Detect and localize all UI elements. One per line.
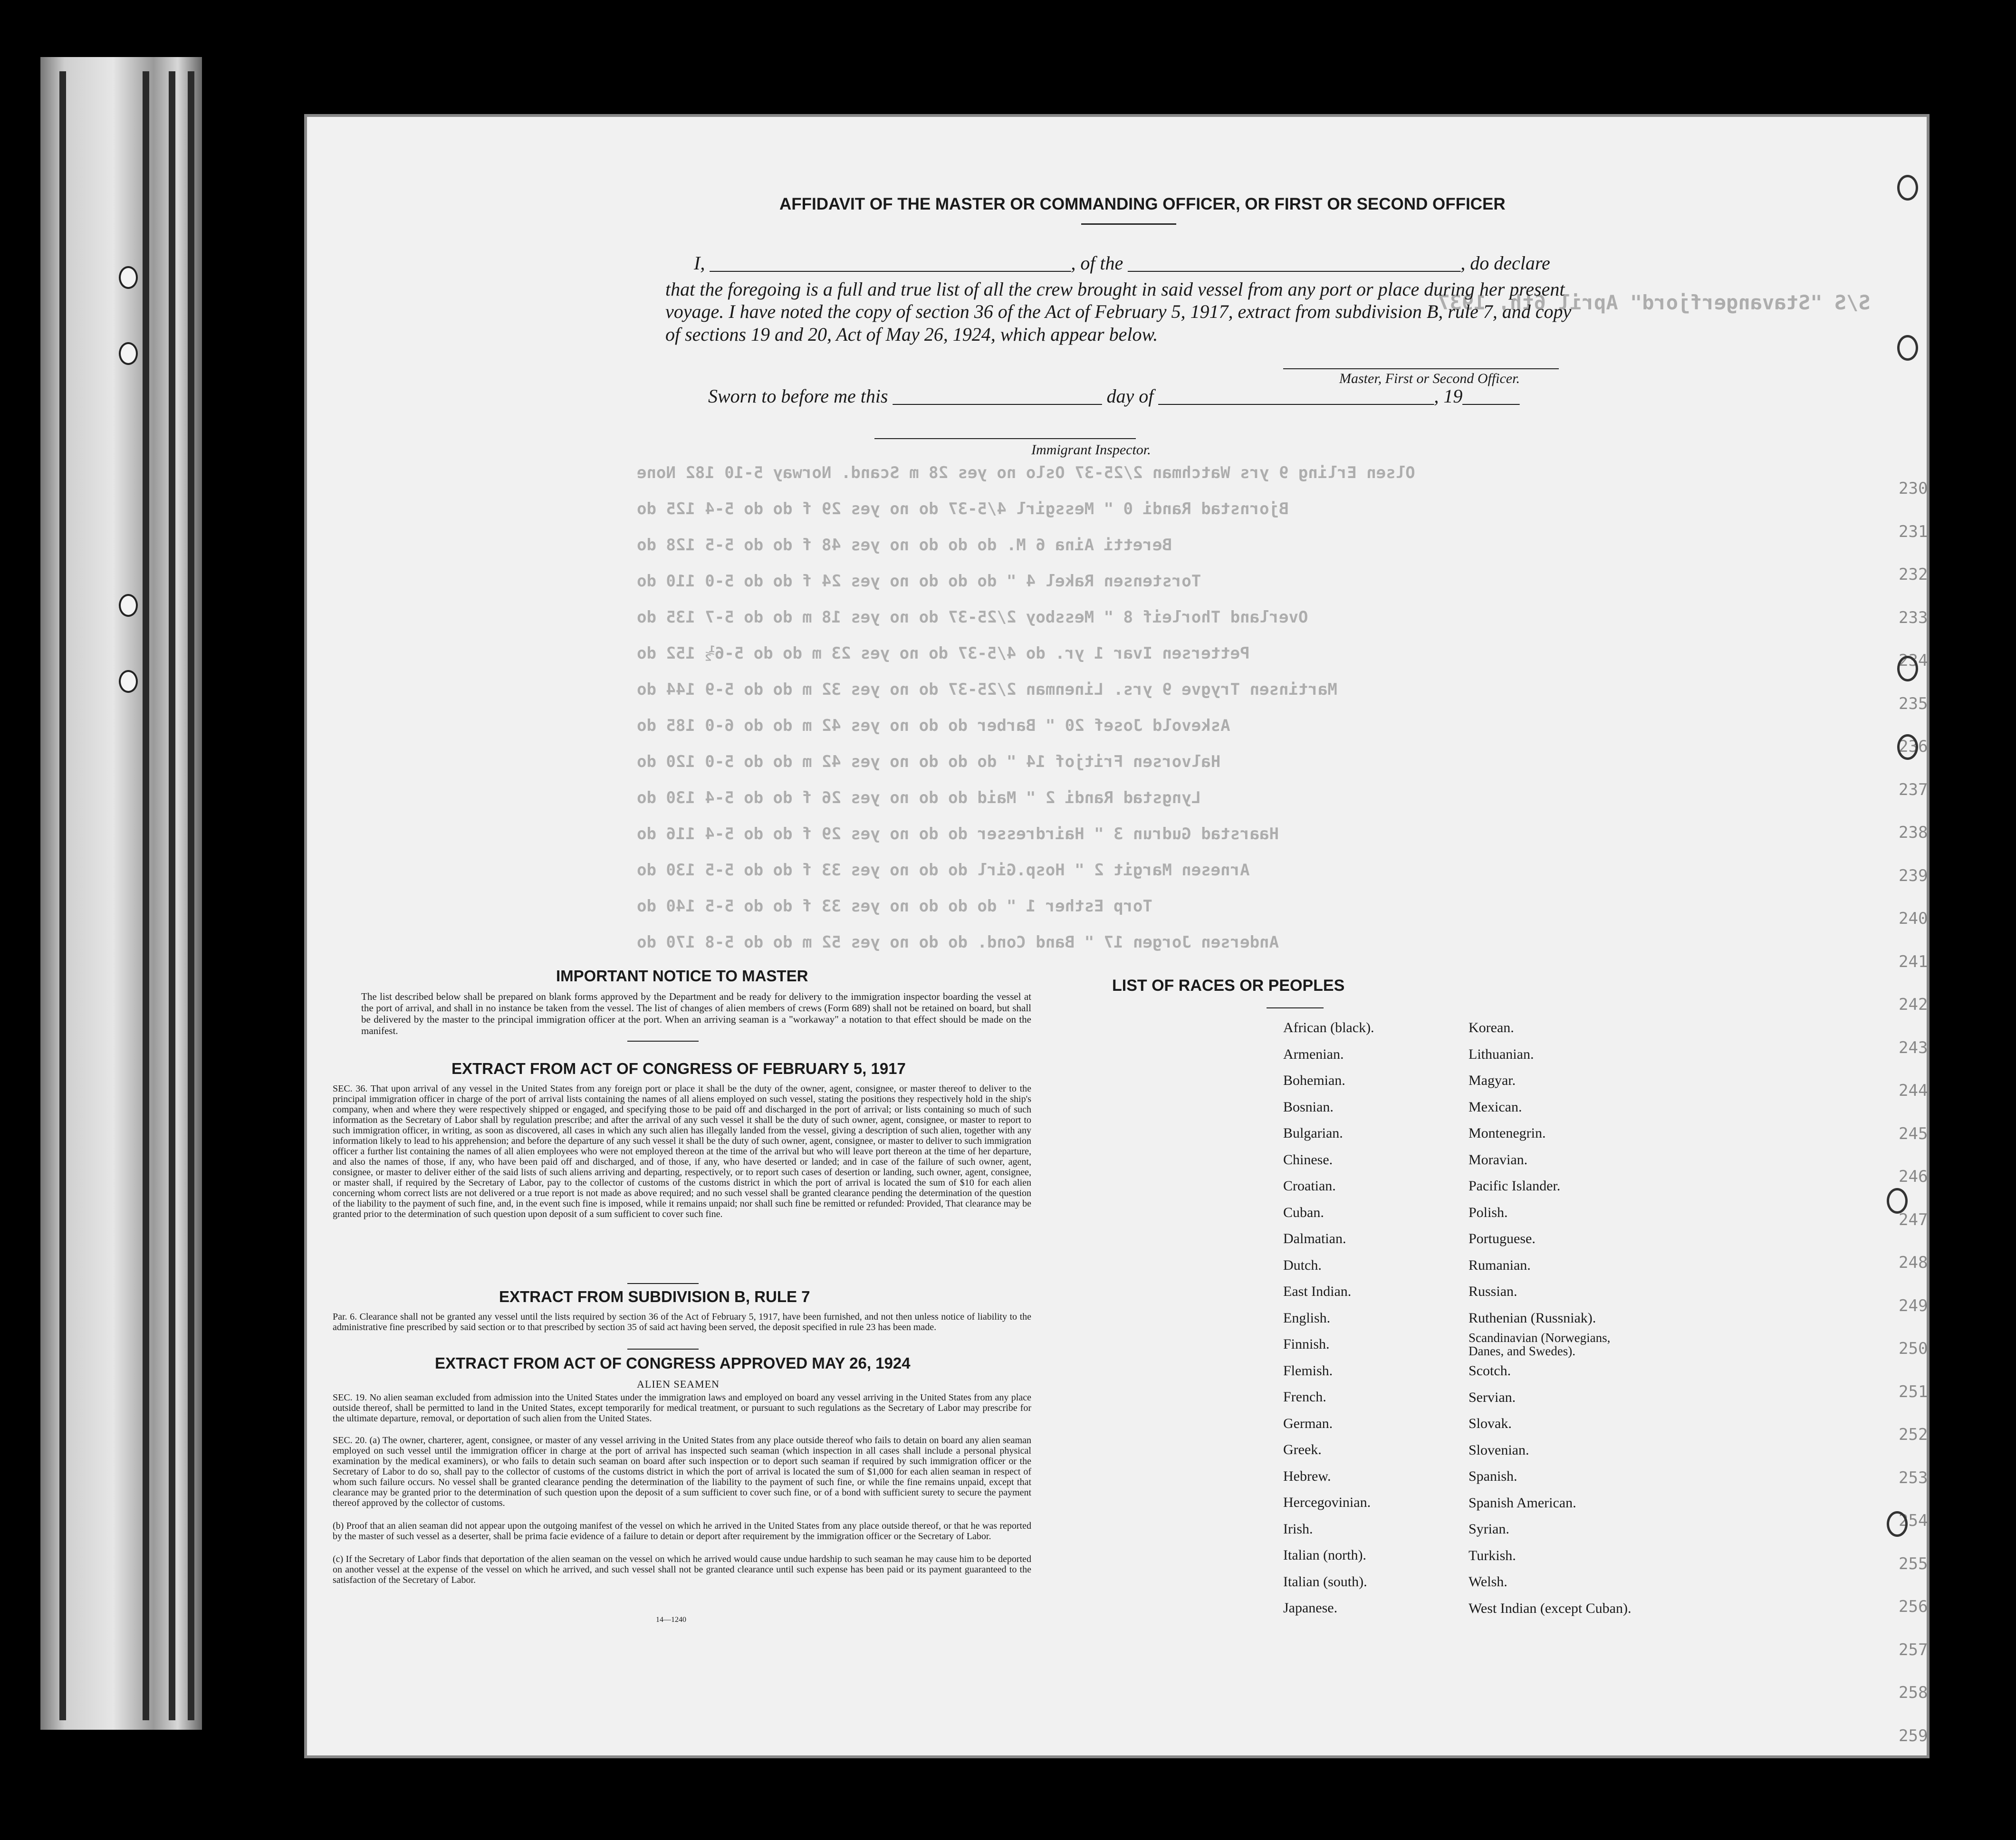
races-rule [1267,1007,1324,1008]
race-right-item: Scandinavian (Norwegians, Danes, and Swedes). [1469,1331,1611,1358]
binding-strip [59,71,66,1720]
bleed-through-row-number: 236 [1899,737,1928,756]
extract-1924-sec20b: (b) Proof that an alien seaman did not appear upon the outgoing manifest of the vessel on which he arrived in the United States from any place outside thereof, or that he was reported by the master of such vessel as a deserter, shall be prima facie evidence of a failure to detain or deport after requirement by the immigration officer or the Secretary of Labor. [333,1521,1031,1542]
race-left-item: Bosnian. [1283,1099,1334,1115]
extract-1924-sec20c: (c) If the Secretary of Labor finds that deportation of the alien seaman on the vessel on which he arrived would cause undue hardship to such seaman he may cause him to be deported on another vessel at the expense of the vessel on which he arrived, and such vessel shall not be granted clearance until such expense has been paid or its payment guaranteed to the satisfaction of the Secretary of Labor. [333,1554,1031,1585]
bleed-through-row-number: 245 [1899,1124,1928,1143]
race-left-item: East Indian. [1283,1284,1352,1299]
race-left-item: African (black). [1283,1020,1374,1035]
signature-line [1283,368,1559,369]
race-left-item: English. [1283,1310,1331,1326]
notice-title: IMPORTANT NOTICE TO MASTER [556,967,808,985]
race-right-item: Scotch. [1469,1363,1511,1379]
extract-1917-title: EXTRACT FROM ACT OF CONGRESS OF FEBRUARY 5, 1917 [451,1060,906,1077]
races-left-column [1283,1015,1374,1621]
race-right-item: Moravian. [1469,1151,1528,1168]
race-left-item: Irish. [1283,1521,1313,1537]
extract-rule7-text: Par. 6. Clearance shall not be granted any vessel until the lists required by section 36 of the Act of February 5, 1917, have been furnished, and not then unless notice of liability to the administrative fine prescribed by said section or to that prescribed by section 35 of said act having been served, the deposit specified in rule 23 has been made. [333,1312,1031,1332]
race-right-item: Polish. [1469,1204,1508,1220]
race-right-item: Montenegrin. [1469,1125,1546,1141]
section-rule [627,1349,699,1350]
race-left-item: Greek. [1283,1442,1322,1457]
race-right-item: Mexican. [1469,1099,1522,1115]
bleed-through-row-number: 249 [1899,1296,1928,1315]
punch-hole-icon [1887,1511,1908,1537]
declaration-line-1: I, ______________________________________, of the ___________________________________, do declare [694,252,1550,274]
declaration-line-2: that the foregoing is a full and true list of all the crew brought in said vessel from any port or place during her present [665,278,1565,300]
race-left-item: Chinese. [1283,1151,1333,1168]
bleed-through-row-number: 253 [1899,1468,1928,1487]
binding-hole-icon [119,670,138,693]
race-right-item: Slovenian. [1469,1442,1529,1458]
bleed-through-row: Haarstad Gudrun 3 " Hairdresser do do no yes 29 f do do 5-4 116 do [637,824,1279,843]
race-left-item: Flemish. [1283,1362,1333,1379]
bleed-through-row: Torstensen Rakel 4 " do do do no yes 24 f do do 5-0 110 do [637,572,1201,591]
race-left-item: Italian (south). [1283,1573,1367,1590]
binding-strip [143,71,149,1720]
bleed-through-row-number: 248 [1899,1253,1928,1272]
bleed-through-row-number: 233 [1899,608,1928,627]
race-left-item: Dutch. [1283,1257,1322,1273]
binding-hole-icon [119,342,138,365]
notice-text: The list described below shall be prepared on blank forms approved by the Department and be ready for delivery to the immigration inspector boarding the vessel at the port of arrival, and shall in no instance be taken from the vessel. The list of changes of alien members of crews (Form 689) shall not be retained on board, but shall be delivered by the master to the principal immigration officer at the port. When an arriving seaman is a "workaway" a notation to that effect should be made on the manifest. [361,991,1031,1036]
bleed-through-row-number: 244 [1899,1081,1928,1100]
extract-1924-sec19: SEC. 19. No alien seaman excluded from admission into the United States under the immigration laws and employed on board any vessel arriving in the United States from any place outside thereof, shall be permitted to land in the United States, except temporarily for medical treatment, or pursuant to such regulations as the Secretary of Labor may prescribe for the ultimate departure, removal, or deportation of such alien from the United States. [333,1392,1031,1424]
punch-hole-icon [1897,656,1918,681]
extract-1924-sec20a: SEC. 20. (a) The owner, charterer, agent, consignee, or master of any vessel arriving in the United States from any place outside thereof who fails to detain on board any alien seaman employed on such vessel until the immigration officer in charge at the port of arrival has inspected such seaman (which inspection in all cases shall include a personal physical examination by the medical examiners), or who fails to detain such seaman on board after such inspection or to deport such seaman if required by such immigration officer or the Secretary of Labor to do so, shall pay to the collector of customs of the customs district in which the port of arrival is located the sum of $1,000 for each alien seaman in respect of whom such failure occurs. No vessel shall be granted clearance pending the determination of the liability to the payment of such fine, or while the fine remains unpaid, except that clearance may be granted prior to the determination of such question upon the deposit of a sum sufficient to cover such fine, or of a bond with sufficient surety to secure the payment thereof approved by the collector of customs. [333,1435,1031,1508]
alien-seamen-subtitle: ALIEN SEAMEN [637,1378,720,1390]
race-left-item: Japanese. [1283,1600,1338,1616]
bleed-through-row-number: 246 [1899,1167,1928,1186]
punch-hole-icon [1897,734,1918,760]
signature-label: Master, First or Second Officer. [1339,371,1520,386]
bleed-through-row: Olsen Erling 9 yrs Watchman 2/25-37 Oslo no yes 28 m Scand. Norway 5-10 182 None [637,463,1415,482]
bleed-through-row-number: 254 [1899,1511,1928,1530]
extract-rule7-title: EXTRACT FROM SUBDIVISION B, RULE 7 [499,1288,810,1305]
race-right-item: Russian. [1469,1284,1517,1299]
bleed-through-row-number: 232 [1899,565,1928,584]
race-right-item: West Indian (except Cuban). [1469,1600,1632,1616]
race-left-item: Finnish. [1283,1336,1330,1352]
form-number: 14—1240 [656,1616,686,1624]
race-left-item: Armenian. [1283,1046,1344,1062]
bleed-through-row: Andersen Jorgen 17 " Band Cond. do do no yes 52 m do do 5-8 170 do [637,933,1279,952]
sworn-line: Sworn to before me this ______________________ day of _____________________________, 19______ [708,385,1520,407]
bleed-through-row-number: 243 [1899,1038,1928,1057]
race-right-item: Slovak. [1469,1416,1512,1431]
race-right-item: Ruthenian (Russniak). [1469,1310,1596,1326]
section-rule [627,1283,699,1284]
race-right-item: Pacific Islander. [1469,1178,1561,1194]
bleed-through-header: S/S "Stavangerfjord" April 6th, 1937. [1426,291,1871,314]
race-right-item: Portuguese. [1469,1231,1536,1246]
race-left-item: Bohemian. [1283,1073,1345,1088]
bleed-through-row: Halvorsen Fritjof 14 " do do do no yes 42 m do do 5-0 120 do [637,752,1221,771]
bleed-through-row-number: 240 [1899,909,1928,928]
races-right-column [1469,1015,1644,1621]
bleed-through-row-number: 252 [1899,1425,1928,1444]
punch-hole-icon [1887,1188,1908,1214]
race-right-item: Spanish American. [1469,1495,1576,1511]
race-right-item: Rumanian. [1469,1257,1531,1273]
race-right-item: Magyar. [1469,1073,1516,1088]
race-left-item: Cuban. [1283,1204,1324,1220]
race-right-item: Welsh. [1469,1574,1507,1590]
bleed-through-row-number: 250 [1899,1339,1928,1358]
inspector-label: Immigrant Inspector. [1031,442,1151,458]
binding-strip [169,71,175,1720]
punch-hole-icon [1897,175,1918,201]
book-binding-edge [40,57,202,1730]
bleed-through-row: Beretti Aina 6 M. do do do no yes 48 f do do 5-5 128 do [637,536,1172,555]
bleed-through-row-number: 256 [1899,1597,1928,1616]
race-left-item: French. [1283,1389,1326,1405]
affidavit-title: AFFIDAVIT OF THE MASTER OR COMMANDING OFFICER, OR FIRST OR SECOND OFFICER [779,195,1506,213]
declaration-line-4: of sections 19 and 20, Act of May 26, 1924, which appear below. [665,324,1158,345]
race-right-item: Spanish. [1469,1468,1517,1484]
bleed-through-row-number: 247 [1899,1210,1928,1229]
extract-1924-title: EXTRACT FROM ACT OF CONGRESS APPROVED MAY 26, 1924 [435,1354,911,1372]
bleed-through-row-number: 237 [1899,780,1928,799]
bleed-through-row: Overland Thorleif 8 " Messboy 2/25-37 do no yes 18 m do do 5-7 135 do [637,608,1308,627]
bleed-through-row-number: 257 [1899,1640,1928,1659]
bleed-through-row: Lyngstad Randi 2 " Maid do do no yes 26 f do do 5-4 130 do [637,788,1201,807]
race-right-item: Korean. [1469,1020,1514,1035]
binding-strip [188,71,194,1720]
bleed-through-row-number: 251 [1899,1382,1928,1401]
race-right-item: Servian. [1469,1389,1516,1405]
bleed-through-row-number: 231 [1899,522,1928,541]
bleed-through-row-number: 234 [1899,651,1928,670]
bleed-through-row: Torp Esther 1 " do do do no yes 33 f do do 5-5 140 do [637,897,1152,916]
binding-hole-icon [119,594,138,617]
bleed-through-row: Askevold Josef 20 " Barber do do no yes 42 m do do 6-0 185 do [637,716,1230,735]
punch-hole-icon [1897,335,1918,361]
bleed-through-row-number: 241 [1899,952,1928,971]
bleed-through-row: Pettersen Ivar 1 yr. do 4/5-37 do no yes 23 m do do 5-6½ 152 do [637,644,1250,663]
race-right-item: Turkish. [1469,1547,1516,1563]
bleed-through-row-number: 230 [1899,479,1928,498]
bleed-through-row-number: 238 [1899,823,1928,842]
section-rule [627,1041,699,1042]
races-title: LIST OF RACES OR PEOPLES [1112,977,1345,995]
extract-1917-text: SEC. 36. That upon arrival of any vessel in the United States from any foreign port or place it shall be the duty of the owner, agent, consignee, or master thereof to deliver to the principal immigration officer in charge of the port of arrival lists containing the names of all aliens employed on such vessel, stating the positions they respectively hold in the ship's company, when and where they were respectively shipped or engaged, and specifying those to be paid off and discharged in the port of arrival; or lists containing so much of such information as the Secretary of Labor shall by regulation prescribe; and after the arrival of any such vessel it shall be the duty of such owner, agent, consignee, or master to report to such immigration officer, in writing, as soon as discovered, all cases in which any such alien has illegally landed from the vessel, giving a description of such alien, together with any information likely to lead to his apprehension; and before the departure of any such vessel it shall be the duty of such owner, agent, consignee, or master to deliver to such immigration officer a further list containing the names of all alien employees who were not employed thereon at the time of the arrival but who will leave port thereon at the time of her departure, and also the names of those, if any, who have been paid off and discharged, and of those, if any, who have deserted or landed; and in case of the failure of such owner, agent, consignee, or master to deliver either of the said lists of such aliens arriving and departing, respectively, or to report such cases of desertion or landing, such owner, agent, consignee, or master shall, if required by the Secretary of Labor, pay to the collector of customs of the customs district in which the port of arrival is located the sum of $10 for each alien concerning whom correct lists are not delivered or a true report is not made as above required; and no such vessel shall be granted clearance pending the determination of the question of the liability to the payment of such fine, and, in the event such fine is imposed, while it remains unpaid; nor shall such fine be remitted or refunded: Provided, That clearance may be granted prior to the determination of such question upon deposit of a sum sufficient to cover such fine. [333,1083,1031,1219]
manifest-page [304,114,1930,1758]
binding-hole-icon [119,266,138,289]
bleed-through-row-number: 255 [1899,1554,1928,1573]
race-left-item: Hebrew. [1283,1468,1331,1484]
race-right-item: Syrian. [1469,1521,1509,1537]
bleed-through-row-number: 239 [1899,866,1928,885]
race-left-item: German. [1283,1415,1333,1431]
bleed-through-row-number: 235 [1899,694,1928,713]
race-left-item: Bulgarian. [1283,1125,1343,1141]
title-rule [1081,223,1176,225]
bleed-through-row-number: 258 [1899,1683,1928,1702]
bleed-through-row: Bjornstad Randi 0 " Messgirl 4/5-37 do no yes 29 f do do 5-4 125 do [637,499,1289,518]
bleed-through-row-number: 259 [1899,1726,1928,1745]
inspector-signature-line [874,438,1136,439]
declaration-line-3: voyage. I have noted the copy of section 36 of the Act of February 5, 1917, extract from subdivision B, rule 7, and copy [665,301,1572,322]
bleed-through-row: Arnesen Margit 2 " Hosp.Girl do do no yes 33 f do do 5-5 130 do [637,861,1250,880]
race-left-item: Italian (north). [1283,1547,1366,1563]
race-left-item: Croatian. [1283,1178,1336,1194]
race-left-item: Dalmatian. [1283,1231,1346,1246]
bleed-through-row: Martinsen Trygve 9 yrs. Linenman 2/25-37 do no yes 32 m do do 5-9 144 do [637,680,1337,699]
race-left-item: Hercegovinian. [1283,1495,1371,1510]
bleed-through-row-number: 242 [1899,995,1928,1014]
race-right-item: Lithuanian. [1469,1046,1534,1062]
